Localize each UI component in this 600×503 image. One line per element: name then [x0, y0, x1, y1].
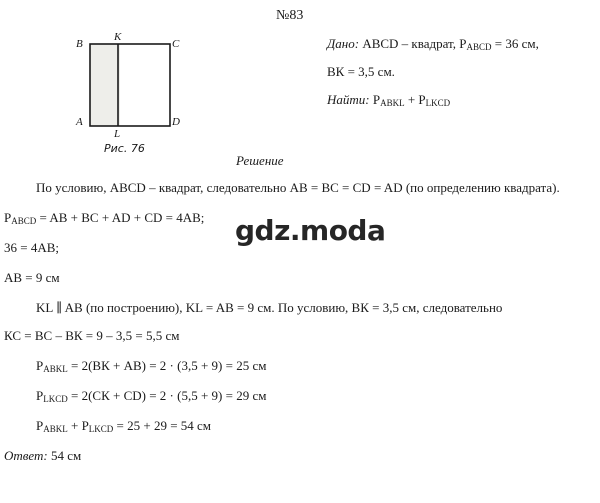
shaded-region	[90, 44, 120, 126]
solution-line-5: KL ∥ AB (по построению), KL = AB = 9 см. По условию, ВК = 3,5 см, следовательно	[36, 300, 503, 315]
solution-line-4: AB = 9 см	[4, 270, 60, 285]
find-line: Найти: $P_{ABKL} + P_{LKCD}$	[327, 92, 451, 108]
vertex-label-k: K	[114, 31, 122, 43]
solution-line-9: $P_{ABKL} + P_{LKCD} = 25 + 29 = 54$ см	[36, 418, 212, 434]
given-line-1: Дано: ABCD – квадрат, $P_{ABCD} = 36$ см,	[327, 36, 539, 52]
watermark: gdz.moda	[235, 214, 386, 247]
solution-line-7: $P_{ABKL} = 2(ВК + AB) = 2 \cdot (3,5 + 9) = 25$ см	[36, 358, 267, 374]
vertex-label-l: L	[114, 128, 121, 140]
square-figure	[70, 28, 182, 145]
problem-number: №83	[276, 8, 304, 23]
solution-line-8: $P_{LKCD} = 2(СК + CD) = 2 \cdot (5,5 + 9) = 29$ см	[36, 388, 267, 404]
solution-line-2: $P_{ABCD}$ = AB + BC + AD + CD = 4AB;	[4, 210, 205, 226]
given-line-2: ВК = 3,5 см.	[327, 64, 395, 79]
solution-line-1: По условию, ABCD – квадрат, следовательно AB = BC = CD = AD (по определению квадрата).	[36, 180, 560, 195]
answer-line: Ответ: 54 см	[4, 448, 82, 463]
solution-line-3: 36 = 4AB;	[4, 240, 60, 255]
vertex-label-c: C	[172, 38, 180, 50]
vertex-label-d: D	[172, 116, 180, 128]
solution-line-6: КС = ВС – ВК = 9 – 3,5 = 5,5 см	[4, 328, 180, 343]
figure-caption: Рис. 76	[104, 142, 145, 155]
solution-title: Решение	[236, 153, 284, 168]
vertex-label-a: A	[76, 116, 83, 128]
vertex-label-b: B	[76, 38, 83, 50]
